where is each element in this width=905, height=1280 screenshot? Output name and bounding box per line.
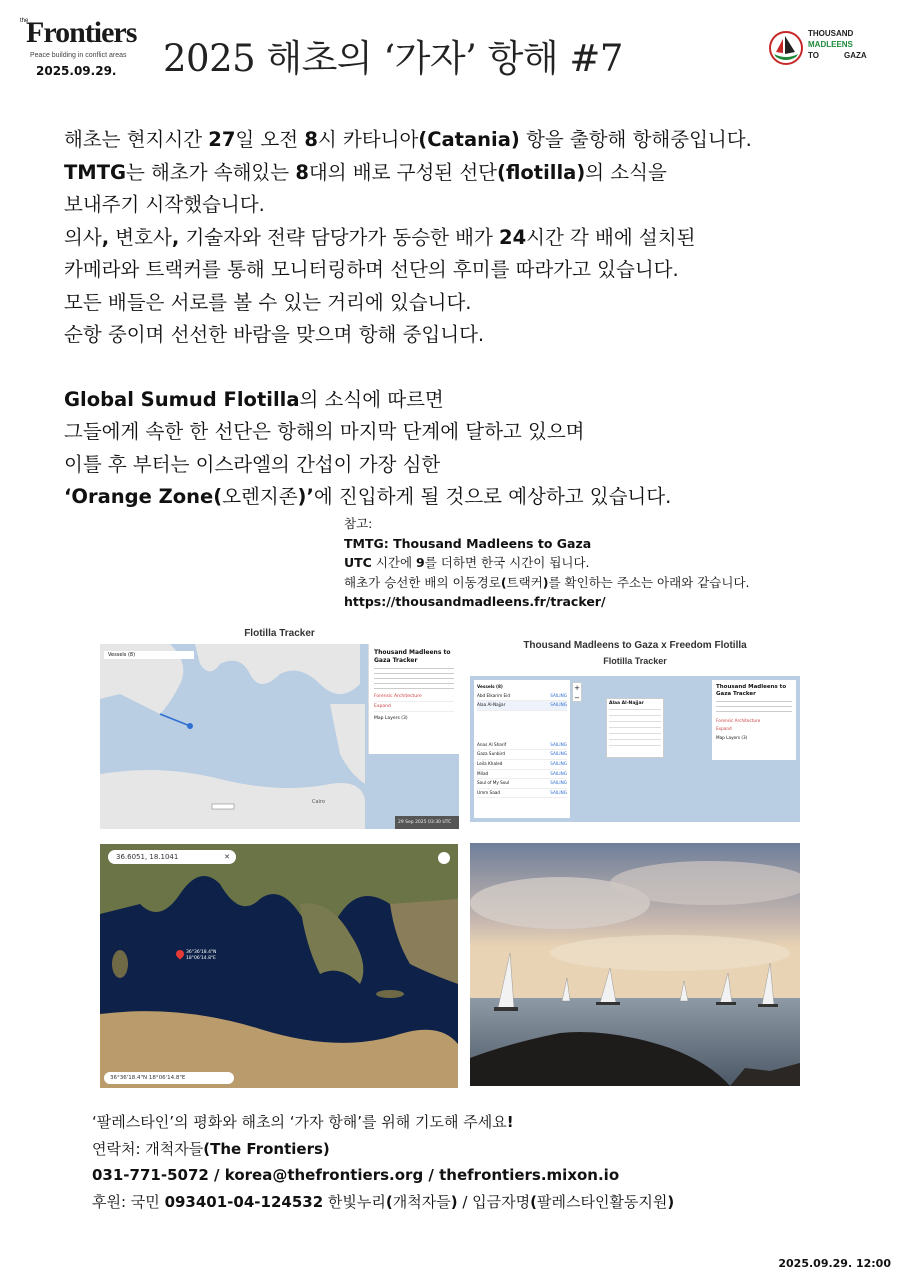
reference-note <box>344 514 750 612</box>
footer-donation: 후원: 국민 093401-04-124532 한빛누리(개척자들) / 입금자명(팔레스타인활동지원) <box>92 1192 675 1211</box>
tracker2-popup-title: Alaa Al-Najjar <box>609 701 644 706</box>
thousand-madleens-logo <box>768 26 878 76</box>
page-title: 2025 해초의 ‘가자’ 항해 #7 <box>163 37 623 80</box>
footer <box>92 1109 674 1215</box>
tracker1-panel-title: Thousand Madleens to Gaza Tracker <box>374 649 451 664</box>
footer-contact: 연락처: 개척자들(The Frontiers) <box>92 1139 330 1158</box>
tracker1-time: 29 Sep 2025 03:30 UTC <box>398 820 452 825</box>
tracker2-side-panel <box>712 680 796 760</box>
tracker2-ship-name: Leila Khaled <box>477 760 503 766</box>
tracker1-side-panel <box>368 644 459 754</box>
flotilla-photo <box>470 843 800 1086</box>
tracker1-city-label: Cairo <box>312 799 325 805</box>
footer-contact-details[interactable]: 031-771-5072 / korea@thefrontiers.org / thefrontiers.mixon.io <box>92 1166 620 1184</box>
tracker2-ship-name: Abd Elkarim Eid <box>477 692 511 698</box>
tracker1-title: Flotilla Tracker <box>244 628 315 639</box>
logo-right-line3: TO <box>808 51 819 60</box>
body-line-10: 이틀 후 부터는 이스라엘의 간섭이 가장 심한 <box>64 452 441 476</box>
body-line-11: ‘Orange Zone(오렌지존)’에 진입하게 될 것으로 예상하고 있습니다. <box>64 485 672 508</box>
reference-utc: UTC 시간에 9를 더하면 한국 시간이 됩니다. <box>344 555 590 570</box>
reference-tmtg: TMTG: Thousand Madleens to Gaza <box>344 535 592 551</box>
logo-the-text: the <box>20 18 29 24</box>
tracker2-popup <box>606 698 664 758</box>
body-line-5: 카메라와 트랙커를 통해 모니터링하며 선단의 후미를 따라가고 있습니다. <box>64 258 679 281</box>
tracker2-ship-row[interactable] <box>477 760 567 770</box>
tracker2-ship-status: SAILING <box>550 780 567 786</box>
tracker-screenshot-2 <box>470 636 800 822</box>
tracker2-ship-status: SAILING <box>550 702 567 708</box>
tracker2-ship-status: SAILING <box>550 692 567 698</box>
tracker2-panel-title: Thousand Madleens to Gaza Tracker <box>716 684 787 697</box>
reference-heading: 참고: <box>344 516 373 531</box>
reference-tracker: 해초가 승선한 배의 이동경로(트랙커)를 확인하는 주소는 아래와 같습니다. <box>344 574 750 590</box>
tracker2-vessels-label: Vessels (8) <box>477 684 503 689</box>
tracker2-ship-status: SAILING <box>550 789 567 795</box>
satellite-search-box[interactable] <box>108 850 236 864</box>
tracker2-ship-status: SAILING <box>550 770 567 776</box>
tracker1-panel-link2[interactable]: Expand <box>374 704 454 712</box>
header-date: 2025.09.29. <box>36 64 117 78</box>
logo-tagline: Peace building in conflict areas <box>30 52 127 59</box>
tracker2-ship-row[interactable] <box>477 701 567 711</box>
sailboats-photo <box>470 843 800 1086</box>
tracker2-ship-row[interactable] <box>477 789 567 799</box>
tracker-screenshot-1 <box>100 624 459 829</box>
tracker2-ship-row[interactable] <box>477 750 567 760</box>
body-line-8: Global Sumud Flotilla의 소식에 따르면 <box>64 387 444 411</box>
satellite-map <box>100 844 458 1088</box>
logo-right-line4: GAZA <box>844 51 867 60</box>
body-line-2: TMTG는 해초가 속해있는 8대의 배로 구성된 선단(flotilla)의 소식을 <box>64 160 667 184</box>
satellite-pin-label: 36°36'18.4"N 18°06'14.8"E <box>186 950 217 961</box>
tracker2-zoom-controls[interactable]: + − <box>572 682 582 702</box>
body-line-6: 모든 배들은 서로를 볼 수 있는 거리에 있습니다. <box>64 290 472 314</box>
satellite-search-text: 36.6051, 18.1041 <box>116 853 179 861</box>
tracker2-ship-row[interactable] <box>477 692 567 702</box>
tracker2-panel-link2[interactable]: Expand <box>716 726 732 731</box>
tracker2-ship-status: SAILING <box>550 751 567 757</box>
tracker2-ship-rows <box>477 692 567 799</box>
tracker2-ship-row[interactable] <box>477 741 567 751</box>
tracker2-ship-name: Gaza Sunbird <box>477 751 505 757</box>
logo-right-line1: THOUSAND <box>808 29 854 38</box>
satellite-bottom-coords: 36°36'18.4"N 18°06'14.8"E <box>104 1072 234 1084</box>
tracker2-ship-name: Alaa Al-Najjar <box>477 702 506 708</box>
tracker2-panel-link1[interactable]: Forensic Architecture <box>716 718 761 723</box>
tracker1-vessels-label: Vessels (8) <box>104 651 194 659</box>
madleens-emblem-icon <box>768 30 804 66</box>
main-article <box>64 124 752 514</box>
publication-timestamp: 2025.09.29. 12:00 <box>778 1257 891 1270</box>
tracker2-ship-name: Soul of My Soul <box>477 780 510 786</box>
compass-icon[interactable] <box>438 852 450 864</box>
logo-right-line2: MADLEENS <box>808 40 853 49</box>
tracker2-ship-name: Anas Al Sharif <box>477 741 507 747</box>
tracker2-vessel-list <box>474 680 570 818</box>
tracker2-ship-name: Umm Saad <box>477 789 501 795</box>
body-line-9: 그들에게 속한 한 선단은 항해의 마지막 단계에 달하고 있으며 <box>64 420 585 443</box>
tracker2-ship-row[interactable] <box>477 770 567 780</box>
body-line-1: 해초는 현지시간 27일 오전 8시 카타니아(Catania) 항을 출항해 항해중입니다. <box>64 128 752 151</box>
tracker2-ship-row[interactable] <box>477 779 567 789</box>
tracker1-panel-link1[interactable]: Forensic Architecture <box>374 694 454 702</box>
body-line-4: 의사, 변호사, 기술자와 전략 담당가가 동승한 배가 24시간 각 배에 설치된 <box>64 225 696 249</box>
satellite-map-screenshot <box>100 844 458 1088</box>
tracker2-ship-status: SAILING <box>550 760 567 766</box>
logo-name: Frontiers <box>26 16 137 49</box>
tracker2-ship-name: Milad <box>477 770 489 776</box>
tracker2-ship-status: SAILING <box>550 741 567 747</box>
tracker2-panel-layers[interactable]: Map Layers (3) <box>716 735 748 740</box>
close-icon[interactable]: ✕ <box>224 853 230 861</box>
footer-prayer: ‘팔레스타인’의 평화와 해초의 ‘가자 항해’를 위해 기도해 주세요! <box>92 1113 514 1131</box>
body-line-3: 보내주기 시작했습니다. <box>64 193 265 216</box>
tracker2-title: Thousand Madleens to Gaza x Freedom Flotilla <box>523 640 747 651</box>
body-line-7: 순항 중이며 선선한 바람을 맞으며 항해 중입니다. <box>64 323 485 346</box>
tracker-url-link[interactable]: https://thousandmadleens.fr/tracker/ <box>344 594 606 609</box>
tracker1-panel-layers[interactable]: Map Layers (3) <box>374 716 408 721</box>
tracker2-subtitle: Flotilla Tracker <box>603 656 667 666</box>
